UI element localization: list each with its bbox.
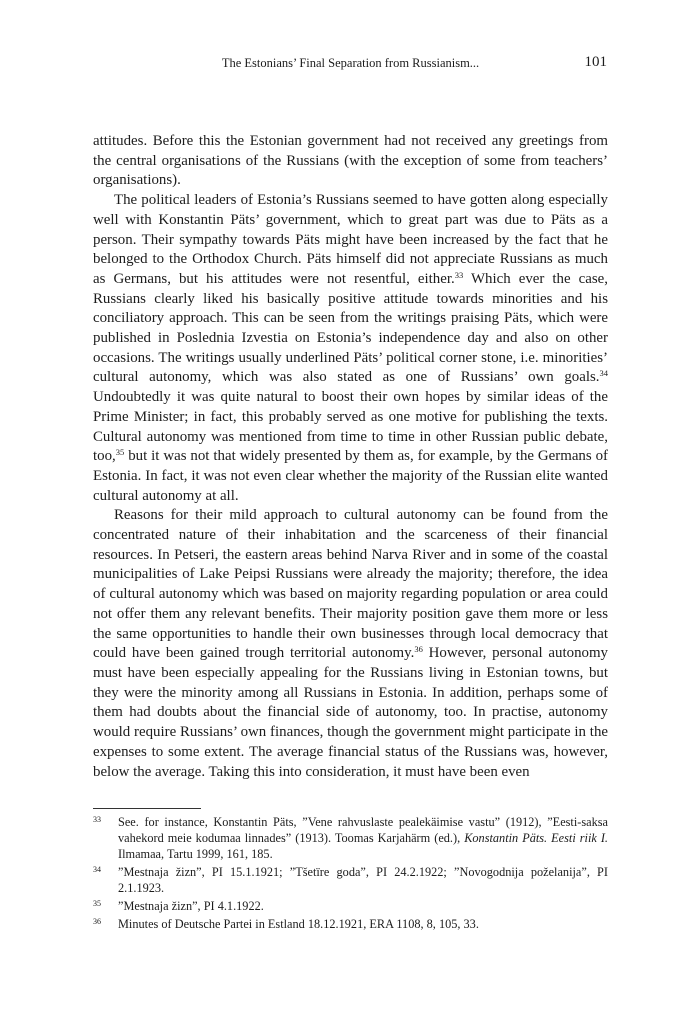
body-text	[93, 132, 608, 782]
running-title: The Estonians’ Final Separation from Russianism...	[221, 56, 480, 70]
footnote-ref-35[interactable]: 35	[115, 447, 125, 458]
footnote-number: 33	[93, 815, 101, 824]
footnote-text: See. for instance, Konstantin Päts, ”Vene rahvuslaste pealekäimise vastu” (1912), ”Eesti-saksa vahekord meie kodumaa linnades” (1913). Toomas Karjahärm (ed.),	[118, 815, 608, 846]
page-header	[93, 55, 608, 75]
paragraph-2-text-c: Undoubtedly it was quite natural to boost their own hopes by similar ideas of the Prime Minister; in fact, this probably served as one motive for publishing the texts. Cultural autonomy was mentioned from time to time in other Russian public debate, too,	[93, 389, 608, 465]
paragraph-3-text-b: However, personal autonomy must have been especially appealing for the Russians living in Estonian towns, but they were the minority among all Russians in Estonia. In addition, perhaps some of them had doubts about the financial side of autonomy, too. In practise, autonomy would require Russians’ own finances, though the government might participate in the expenses to some extent. The average financial status of the Russians was, however, below the average. Taking this into consideration, it must have been even	[93, 645, 608, 780]
footnote-number: 36	[93, 916, 101, 926]
footnote-ref-34[interactable]: 34	[599, 368, 608, 379]
paragraph-2-text-a: The political leaders of Estonia’s Russians seemed to have gotten along especially well with Konstantin Päts’ government, which to great part was due to Päts as a person. Their sympathy towards Päts might have been increased by the fact that he belonged to the Orthodox Church. Päts himself did not appreciate Russians as much as Germans, but his attitudes were not resentful, either.	[93, 192, 608, 287]
footnote-ref-33[interactable]: 33	[454, 269, 464, 280]
footnote-34	[93, 864, 608, 896]
footnote-text: ”Mestnaja žizn”, PI 4.1.1922.	[118, 899, 264, 914]
footnotes	[93, 814, 608, 933]
footnote-36	[93, 916, 608, 932]
footnote-text-tail: Ilmamaa, Tartu 1999, 161, 185.	[118, 847, 273, 862]
paragraph-2-text-b: Which ever the case, Russians clearly liked his basically positive attitude towards minorities and his conciliatory approach. This can be seen from the writings praising Päts, which were published in Poslednia Izvestia on Estonia’s independence day and also on other occasions. The writings usually underlined Päts’ political corner stone, i.e. minorities’ cultural autonomy, which was also stated as one of Russians’ own goals.	[93, 270, 608, 386]
page-number: 101	[584, 54, 607, 70]
footnote-33	[93, 814, 608, 863]
paragraph-3-text-a: Reasons for their mild approach to cultural autonomy can be found from the concentrated nature of their inhabitation and the scarceness of their financial resources. In Petseri, the eastern areas behind Narva River and in some of the coastal municipalities of Lake Peipsi Russians were already the majority; therefore, the idea of cultural autonomy which was based on majority regarding population or area could not offer them any relevant benefits. Their majority position gave them more or less the same opportunities to handle their own businesses through local democracy that could have been gained trough territorial autonomy.	[93, 507, 608, 662]
paragraph-2-text-d: but it was not that widely presented by them as, for example, by the Germans of Estonia. In fact, it was not even clear whether the majority of the Russian elite wanted cultural autonomy at all.	[93, 448, 608, 504]
paragraph-2	[93, 191, 608, 506]
paragraph-1: attitudes. Before this the Estonian government had not received any greetings from the central organisations of the Russians (with the exception of some from teachers’ organisations).	[93, 133, 608, 189]
footnote-number: 35	[93, 899, 101, 909]
footnote-35	[93, 898, 608, 914]
footnote-text: ”Mestnaja žizn”, PI 15.1.1921; ”Tšetïre goda”, PI 24.2.1922; ”Novogodnija poželanija”, PI 2.1.1923.	[118, 865, 608, 896]
footnote-ref-36[interactable]: 36	[414, 644, 423, 655]
footnote-number: 34	[93, 865, 101, 875]
footnote-book-title: Konstantin Päts. Eesti riik I.	[464, 831, 609, 846]
paragraph-3	[93, 506, 608, 782]
footnote-text: Minutes of Deutsche Partei in Estland 18.12.1921, ERA 1108, 8, 105, 33.	[118, 916, 479, 931]
footnote-divider	[93, 808, 201, 809]
